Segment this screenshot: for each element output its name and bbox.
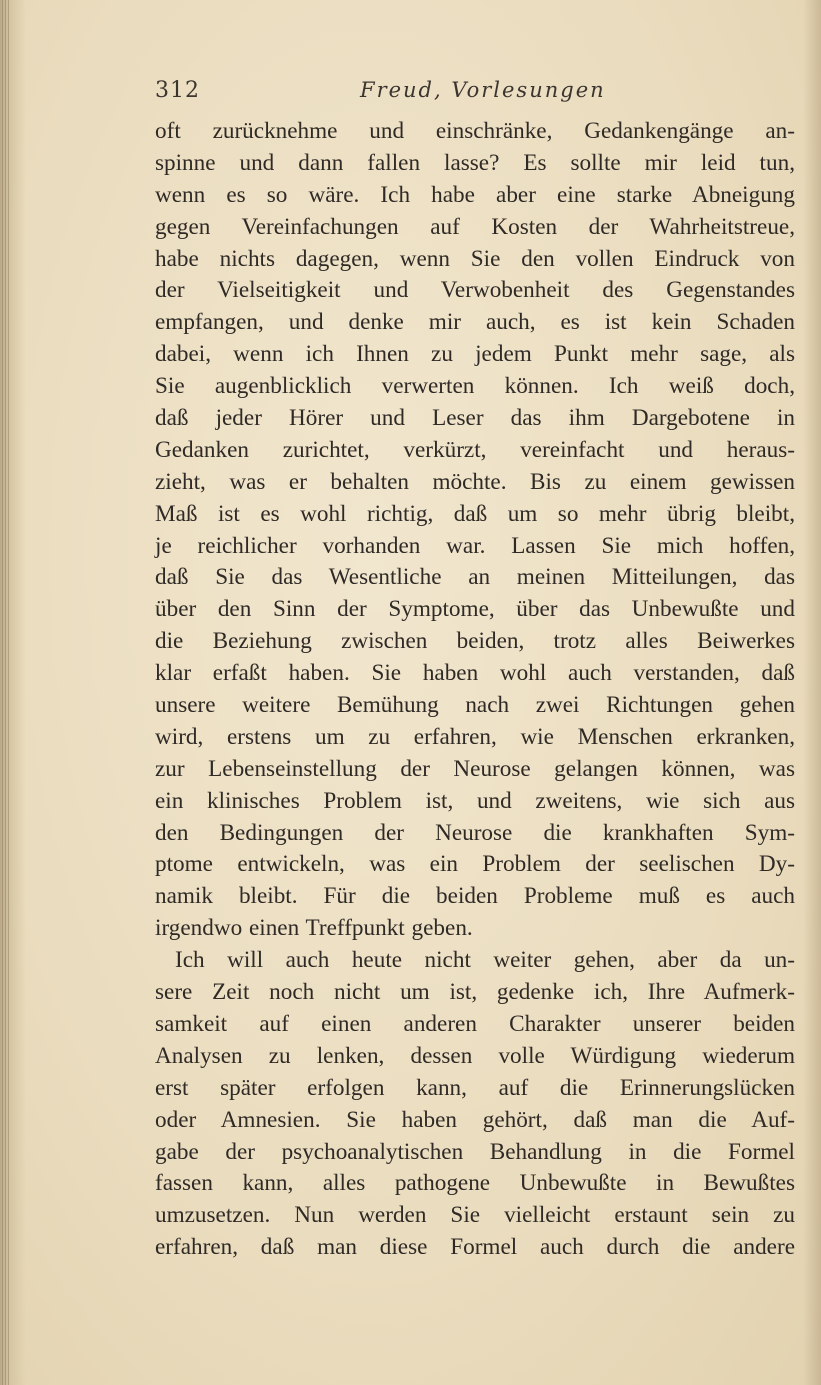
text-line: Analysen zu lenken, dessen volle Würdigung wiederum [155, 1042, 795, 1069]
text-line: klar erfaßt haben. Sie haben wohl auch verstanden, daß [155, 660, 795, 687]
text-line: den Bedingungen der Neurose die krankhaften Sym- [155, 819, 795, 846]
text-line: wenn es so wäre. Ich habe aber eine starke Abneigung [155, 181, 795, 208]
text-line: Gedanken zurichtet, verkürzt, vereinfacht und heraus- [155, 436, 795, 463]
text-line: zieht, was er behalten möchte. Bis zu einem gewissen [155, 468, 795, 495]
text-line: Sie augenblicklich verwerten können. Ich weiß doch, [155, 373, 795, 400]
text-line: irgendwo einen Treffpunkt geben. [155, 915, 473, 942]
text-line: unsere weitere Bemühung nach zwei Richtungen gehen [155, 692, 795, 719]
paragraph-start-line: Ich will auch heute nicht weiter gehen, aber da un- [175, 947, 795, 974]
text-line: samkeit auf einen anderen Charakter unserer beiden [155, 1010, 795, 1037]
text-line: habe nichts dagegen, wenn Sie den vollen Eindruck von [155, 245, 795, 272]
text-line: daß jeder Hörer und Leser das ihm Dargebotene in [155, 405, 795, 432]
running-head: Freud, Vorlesungen [360, 78, 606, 102]
page-edge-shadow [803, 0, 821, 1385]
page-number: 312 [155, 78, 200, 103]
text-line: die Beziehung zwischen beiden, trotz alles Beiwerkes [155, 628, 795, 655]
text-line: ptome entwickeln, was ein Problem der seelischen Dy- [155, 851, 795, 878]
text-line: ein klinisches Problem ist, und zweitens, wie sich aus [155, 787, 795, 814]
text-line: umzusetzen. Nun werden Sie vielleicht erstaunt sein zu [155, 1202, 795, 1229]
text-line: Maß ist es wohl richtig, daß um so mehr übrig bleibt, [155, 500, 795, 527]
text-line: dabei, wenn ich Ihnen zu jedem Punkt mehr sage, als [155, 341, 795, 368]
text-line: sere Zeit noch nicht um ist, gedenke ich, Ihre Aufmerk- [155, 979, 795, 1006]
binding-edge [2, 0, 10, 1385]
text-line: je reichlicher vorhanden war. Lassen Sie mich hoffen, [155, 532, 795, 559]
text-line: der Vielseitigkeit und Verwobenheit des Gegenstandes [155, 277, 795, 304]
text-line: fassen kann, alles pathogene Unbewußte in Bewußtes [155, 1170, 795, 1197]
text-line: zur Lebenseinstellung der Neurose gelangen können, was [155, 755, 795, 782]
body-text [155, 116, 795, 1264]
text-line: über den Sinn der Symptome, über das Unbewußte und [155, 596, 795, 623]
text-line: spinne und dann fallen lasse? Es sollte mir leid tun, [155, 149, 795, 176]
text-line: erfahren, daß man diese Formel auch durch die andere [155, 1234, 795, 1261]
text-line: namik bleibt. Für die beiden Probleme muß es auch [155, 883, 795, 910]
page-header [155, 78, 606, 108]
text-line: wird, erstens um zu erfahren, wie Menschen erkranken, [155, 723, 795, 750]
text-line: empfangen, und denke mir auch, es ist kein Schaden [155, 309, 795, 336]
text-line: daß Sie das Wesentliche an meinen Mitteilungen, das [155, 564, 795, 591]
text-line: gabe der psychoanalytischen Behandlung in die Formel [155, 1138, 795, 1165]
text-line: oder Amnesien. Sie haben gehört, daß man die Auf- [155, 1106, 795, 1133]
text-line: erst später erfolgen kann, auf die Erinnerungslücken [155, 1074, 795, 1101]
text-line: oft zurücknehme und einschränke, Gedankengänge an- [155, 118, 795, 144]
text-line: gegen Vereinfachungen auf Kosten der Wahrheitstreue, [155, 213, 795, 240]
